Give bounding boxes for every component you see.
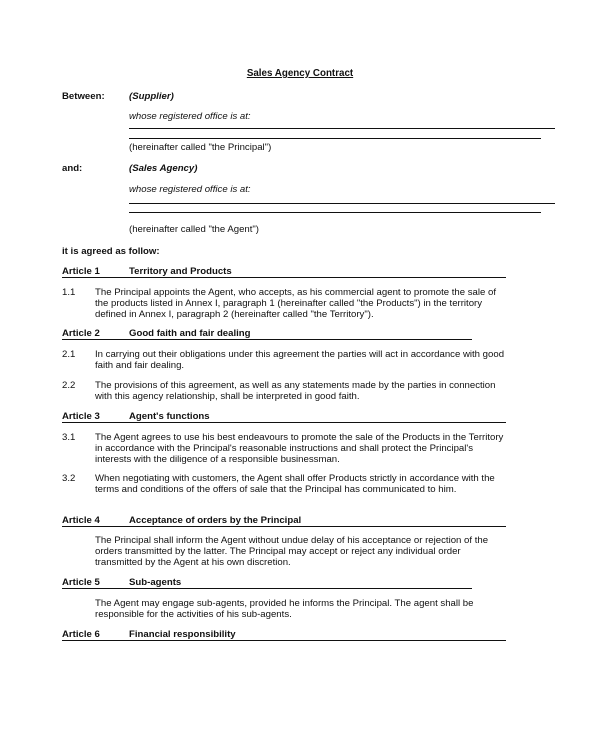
supplier-office-label: whose registered office is at: <box>129 111 251 122</box>
and-label: and: <box>62 163 83 174</box>
clause-2-1-text <box>95 349 555 371</box>
article-3-title: Agent's functions <box>129 411 210 422</box>
clause-line: with this agency relationship, shall be interpreted in good faith. <box>95 391 360 402</box>
clause-2-2-number: 2.2 <box>62 380 76 391</box>
clause-line: When negotiating with customers, the Agent shall offer Products strictly in accordance with the <box>95 473 495 484</box>
clause-line: In carrying out their obligations under this agreement the parties will act in accordance with good <box>95 349 505 360</box>
between-label: Between: <box>62 91 105 102</box>
clause-2-1-number: 2.1 <box>62 349 76 360</box>
agent-called: (hereinafter called "the Agent") <box>129 224 260 235</box>
article-3-rule <box>62 422 506 423</box>
article-5-title: Sub-agents <box>129 577 182 588</box>
principal-called: (hereinafter called "the Principal") <box>129 142 272 153</box>
clause-line: faith and fair dealing. <box>95 360 185 371</box>
article-5-text <box>95 598 555 620</box>
article-4-rule <box>62 526 506 527</box>
clause-3-2-number: 3.2 <box>62 473 76 484</box>
article-4-text <box>95 535 555 568</box>
article-1-title: Territory and Products <box>129 266 232 277</box>
clause-2-2-text <box>95 380 555 402</box>
clause-3-1-text <box>95 432 555 465</box>
clause-line: responsible for the activities of his sub-agents. <box>95 609 292 620</box>
article-6-title: Financial responsibility <box>129 629 236 640</box>
clause-line: The Principal appoints the Agent, who accepts, as his commercial agent to promote the sale of <box>95 287 497 298</box>
article-6-label: Article 6 <box>62 629 100 640</box>
clause-line: interests with the diligence of a responsible businessman. <box>95 454 340 465</box>
clause-1-1-text <box>95 287 555 320</box>
article-5-rule <box>62 588 472 589</box>
article-1-rule <box>62 277 506 278</box>
clause-line: the products listed in Annex I, paragraph 1 (hereinafter called "the Products") in the territory <box>95 298 483 309</box>
supplier-address-line-1 <box>129 128 555 129</box>
supplier-address-line-2 <box>129 138 541 139</box>
agreed-text: it is agreed as follow: <box>62 246 160 257</box>
article-2-title: Good faith and fair dealing <box>129 328 251 339</box>
agency-address-line-1 <box>129 203 555 204</box>
article-3-label: Article 3 <box>62 411 100 422</box>
clause-line: The provisions of this agreement, as well as any statements made by the parties in connection <box>95 380 496 391</box>
clause-1-1-number: 1.1 <box>62 287 76 298</box>
supplier-label: (Supplier) <box>129 91 174 102</box>
clause-line: orders transmitted by the latter. The Principal may accept or reject any individual order <box>95 546 461 557</box>
document-title: Sales Agency Contract <box>246 68 354 79</box>
clause-3-1-number: 3.1 <box>62 432 76 443</box>
agency-office-label: whose registered office is at: <box>129 184 251 195</box>
clause-line: defined in Annex I, paragraph 2 (hereinafter called "the Territory"). <box>95 309 374 320</box>
article-6-rule <box>62 640 506 641</box>
article-2-label: Article 2 <box>62 328 100 339</box>
article-4-title: Acceptance of orders by the Principal <box>129 515 302 526</box>
agency-label: (Sales Agency) <box>129 163 198 174</box>
clause-3-2-text <box>95 473 555 495</box>
article-5-label: Article 5 <box>62 577 100 588</box>
agency-address-line-2 <box>129 212 541 213</box>
clause-line: terms and conditions of the offers of sale that the Principal has communicated to him. <box>95 484 457 495</box>
article-2-rule <box>62 339 472 340</box>
clause-line: The Agent agrees to use his best endeavours to promote the sale of the Products in the Territory <box>95 432 504 443</box>
article-4-label: Article 4 <box>62 515 100 526</box>
clause-line: The Agent may engage sub-agents, provided he informs the Principal. The agent shall be <box>95 598 474 609</box>
clause-line: in accordance with the Principal's reasonable instructions and shall protect the Principal's <box>95 443 474 454</box>
clause-line: The Principal shall inform the Agent without undue delay of his acceptance or rejection of the <box>95 535 489 546</box>
clause-line: transmitted by the Agent at his own discretion. <box>95 557 291 568</box>
article-1-label: Article 1 <box>62 266 100 277</box>
